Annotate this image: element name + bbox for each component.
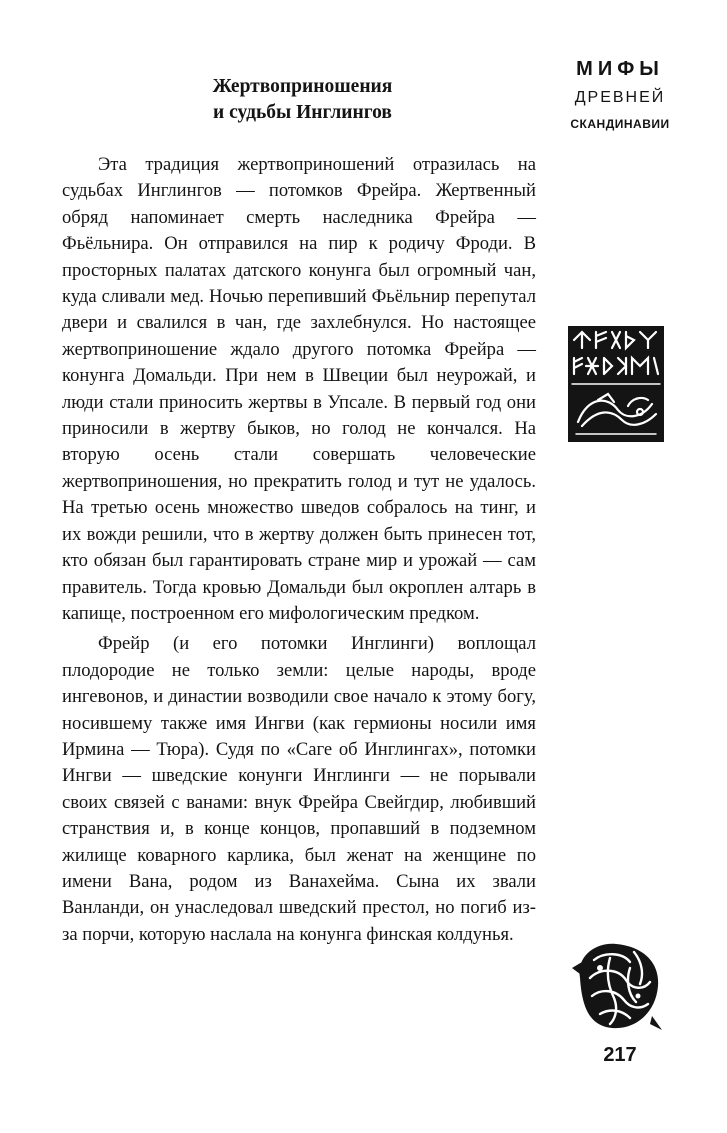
section-heading xyxy=(130,74,475,126)
paragraph-2: Фрейр (и его потомки Инглинги) воплощал плодородие не только земли: целые народы, вроде ингевонов, и династии возводили свое начало к этому богу, носившему также имя Ингви (как гермионы носили имя Ирмина — Тюра). Судя по «Саге об Инглингах», потомки Ингви — шведские конунги Инглинги — не порывали своих связей с ванами: внук Фрейра Свейгдир, любивший странствия и, в конце концов, пропавший в подземном жилище коварного карлика, был женат на женщине по имени Вана, родом из Ванахейма. Сына их звали Ванланди, он унаследовал шведский престол, но погиб из-за порчи, которую наслала на конунга финская колдунья. xyxy=(62,633,536,945)
page-number: 217 xyxy=(603,1044,637,1066)
running-head-subtitle: ДРЕВНЕЙ xyxy=(574,89,666,106)
section-heading-line-1: Жертвоприношения xyxy=(212,76,393,97)
section-heading-line-2: и судьбы Инглингов xyxy=(213,102,392,123)
body-text xyxy=(62,152,536,948)
knotwork-beast-icon xyxy=(570,938,664,1034)
running-head-title: МИФЫ xyxy=(576,58,664,80)
running-head-region: СКАНДИНАВИИ xyxy=(570,117,670,131)
runic-carving-icon xyxy=(568,326,664,442)
running-head xyxy=(560,56,680,134)
paragraph-1: Эта традиция жертвоприношений отразилась на судьбах Инглингов — потомков Фрейра. Жертвенный обряд напоминает смерть наследника Фрейра — Фьёльнира. Он отправился на пир к родичу Фроди. В просторных палатах датского конунга был огромный чан, куда сливали мед. Ночью перепивший Фьёльнир перепутал двери и свалился в чан, где захлебнулся. Но настоящее жертвоприношение ждало другого потомка Фрейра — конунга Домальди. При нем в Швеции был неурожай, и люди стали приносить жертвы в Упсале. В первый год они приносили в жертву быков, но голод не кончался. На вторую осень стали совершать человеческие жертвоприношения, но прекратить голод и тут не удалось. На третью осень множество шведов собралось на тинг, и их вожди решили, что в жертву должен быть принесен тот, кто обязан был гарантировать стране мир и урожай — сам правитель. Тогда кровью Домальди был окроплен алтарь в капище, построенном его мифологическим предком. xyxy=(62,154,536,624)
